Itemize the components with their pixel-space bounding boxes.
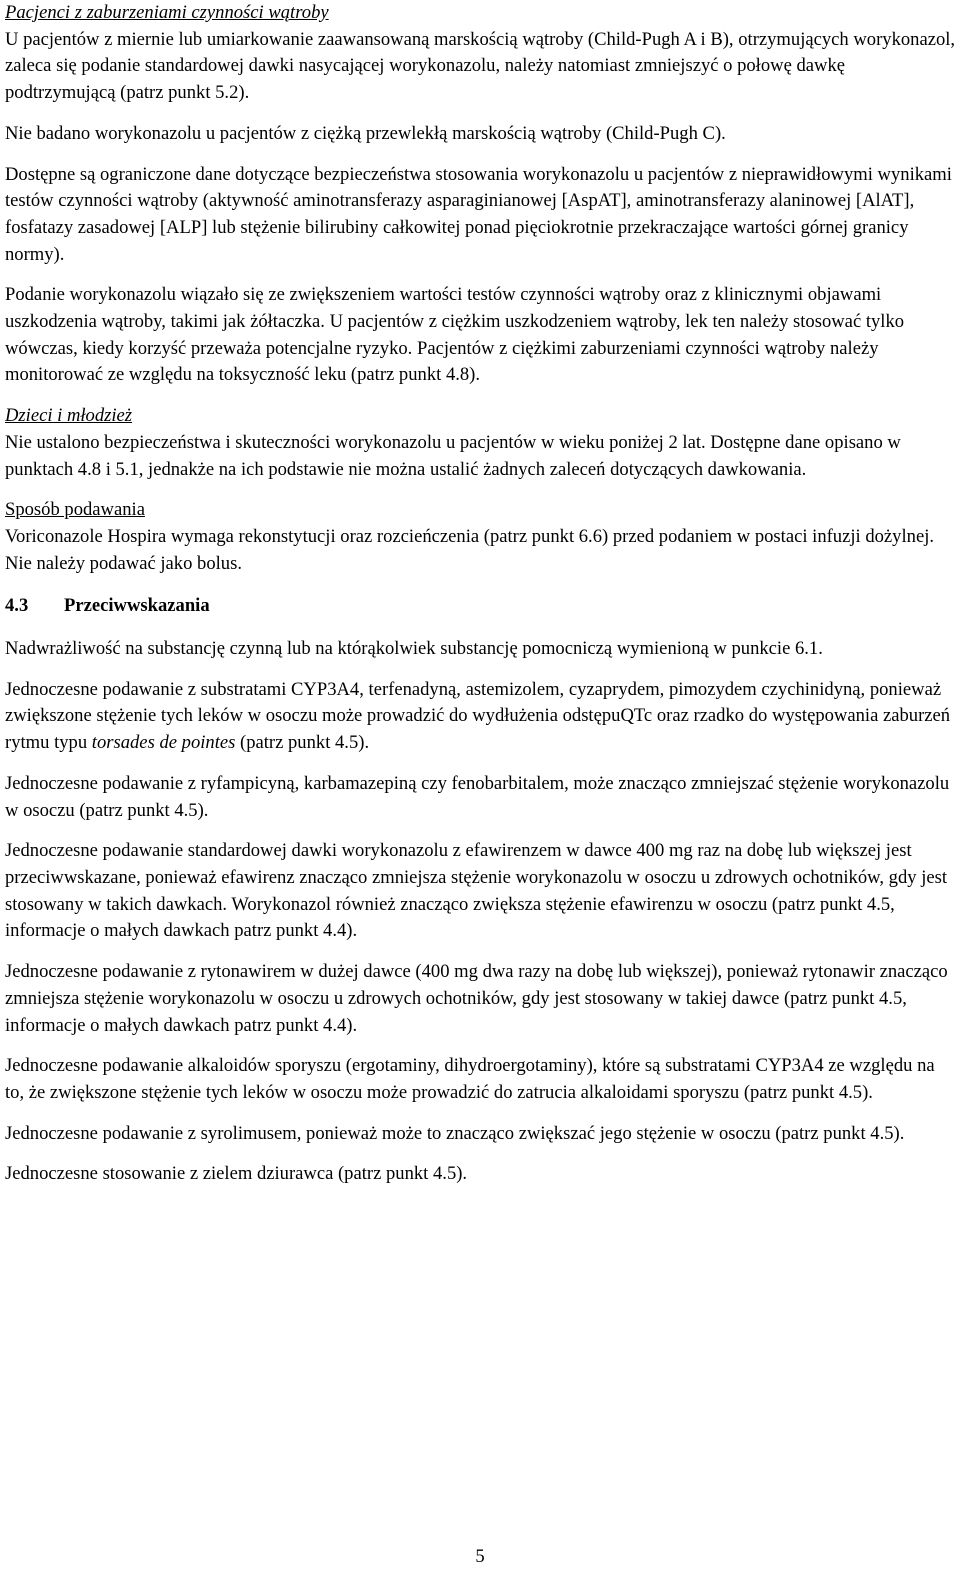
hepatic-paragraph-monitoring: Podanie worykonazolu wiązało się ze zwiększeniem wartości testów czynności wątroby oraz z klinicznymi objawami uszkodzenia wątroby, takimi jak żółtaczka. U pacjentów z ciężkim uszkodzeniem wątroby, lek ten należy stosować tylko wówczas, kiedy korzyść przeważa potencjalne ryzyko. Pacjentów z ciężkimi zaburzeniami czynności wątroby należy monitorować ze względu na toksyczność leku (patrz punkt 4.8). (5, 284, 905, 386)
section-number: 4.3 (5, 595, 29, 617)
administration-heading: Sposób podawania (5, 499, 145, 521)
section-heading (5, 593, 957, 620)
contra-st-johns-wort: Jednoczesne stosowanie z zielem dziurawca (patrz punkt 4.5). (5, 1163, 468, 1185)
contra-efavirenz: Jednoczesne podawanie standardowej dawki worykonazolu z efawirenzem w dawce 400 mg raz na dobę lub większej jest przeciwwskazane, ponieważ efawirenz znacząco zmniejsza stężenie worykonazolu w osoczu u zdrowych ochotników, gdy jest stosowany w takich dawkach. Worykonazol również znacząco zwiększa stężenie efawirenzu w osoczu (patrz punkt 4.5, informacje o małych dawkach patrz punkt 4.4). (5, 840, 948, 942)
document-page (5, 0, 957, 1188)
children-heading: Dzieci i młodzież (5, 405, 133, 427)
contra-cyp3a4-italic-term: torsades de pointes (91, 732, 236, 754)
contra-ritonavir: Jednoczesne podawanie z rytonawirem w dużej dawce (400 mg dwa razy na dobę lub większej), ponieważ rytonawir znacząco zmniejsza stężenie worykonazolu w osoczu u zdrowych ochotników, gdy jest stosowany w takiej dawce (patrz punkt 4.5, informacje o małych dawkach patrz punkt 4.4). (5, 961, 948, 1036)
page-number: 5 (475, 1546, 485, 1567)
contra-cyp3a4-text-after: (patrz punkt 4.5). (235, 732, 370, 754)
contra-ergot-alkaloids: Jednoczesne podawanie alkaloidów sporyszu (ergotaminy, dihydroergotaminy), które są substratami CYP3A4 ze względu na to, że zwiększone stężenie tych leków w osoczu może prowadzić do zatrucia alkaloidami sporyszu (patrz punkt 4.5). (5, 1055, 935, 1103)
hepatic-paragraph-child-pugh-c: Nie badano worykonazolu u pacjentów z ciężką przewlekłą marskością wątroby (Child-Pugh C). (5, 122, 726, 144)
hepatic-paragraph-limited-data: Dostępne są ograniczone dane dotyczące bezpieczeństwa stosowania worykonazolu u pacjentów z nieprawidłowymi wynikami testów czynności wątroby (aktywność aminotransferazy asparaginianowej [AspAT], aminotransferazy alaninowej [AlAT], fosfatazy zasadowej [ALP] lub stężenie bilirubiny całkowitej ponad pięciokrotnie przekraczające wartości górnej granicy normy). (5, 163, 952, 265)
contra-hypersensitivity: Nadwrażliwość na substancję czynną lub na którąkolwiek substancję pomocniczą wymienioną w punkcie 6.1. (5, 638, 823, 660)
contra-cyp3a4-text-before: Jednoczesne podawanie z substratami CYP3A4, terfenadyną, astemizolem, cyzaprydem, pimozydem czychinidyną, ponieważ zwiększone stężenie tych leków w osoczu może prowadzić do wydłużenia odstępuQTc oraz rzadko do występowania zaburzeń rytmu typu (5, 678, 951, 754)
contra-rifampicin: Jednoczesne podawanie z ryfampicyną, karbamazepiną czy fenobarbitalem, może znacząco zmniejszać stężenie worykonazolu w osoczu (patrz punkt 4.5). (5, 772, 950, 821)
children-paragraph: Nie ustalono bezpieczeństwa i skuteczności worykonazolu u pacjentów w wieku poniżej 2 lat. Dostępne dane opisano w punktach 4.8 i 5.1, jednakże na ich podstawie nie można ustalić żadnych zaleceń dotyczących dawkowania. (5, 431, 901, 480)
section-title: Przeciwwskazania (64, 595, 210, 617)
contra-sirolimus: Jednoczesne podawanie z syrolimusem, ponieważ może to znacząco zwiększać jego stężenie w osoczu (patrz punkt 4.5). (5, 1122, 905, 1144)
hepatic-paragraph-dosing: U pacjentów z miernie lub umiarkowanie zaawansowaną marskością wątroby (Child-Pugh A i B), otrzymujących worykonazol, zaleca się podanie standardowej dawki nasycającej worykonazolu, należy natomiast zmniejszyć o połowę dawkę podtrzymującą (patrz punkt 5.2). (5, 28, 956, 104)
administration-paragraph: Voriconazole Hospira wymaga rekonstytucji oraz rozcieńczenia (patrz punkt 6.6) przed podaniem w postaci infuzji dożylnej. Nie należy podawać jako bolus. (5, 525, 935, 574)
hepatic-heading: Pacjenci z zaburzeniami czynności wątroby (5, 2, 329, 23)
contra-cyp3a4-substrates (5, 677, 957, 757)
